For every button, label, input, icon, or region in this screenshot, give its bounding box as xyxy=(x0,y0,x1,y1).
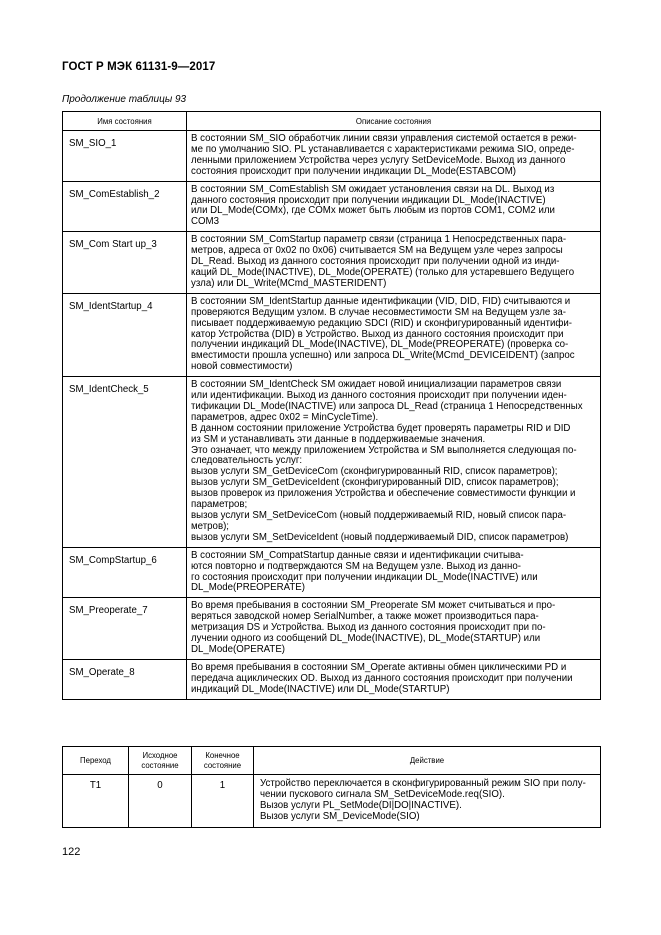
transition-table xyxy=(62,746,601,828)
description-line: DL_Mode(PREOPERATE) xyxy=(191,582,305,594)
state-description xyxy=(187,377,601,548)
table-row xyxy=(63,598,601,660)
description-line: вызов услуги SM_SetDeviceCom (новый поддерживаемый RID, новый список пара- xyxy=(191,510,567,521)
description-line: метров, адреса от 0x02 по 0x06) считывается SM на Ведущем узле через запросы xyxy=(191,245,563,257)
state-name: SM_SIO_1 xyxy=(63,131,187,182)
state-name: SM_Com Start up_3 xyxy=(63,232,187,294)
state-description xyxy=(187,293,601,376)
table-row xyxy=(63,293,601,376)
column-header-state-name: Имя состояния xyxy=(63,112,187,131)
state-name: SM_IdentStartup_4 xyxy=(63,293,187,376)
description-line: DL_Mode(OPERATE) xyxy=(191,643,286,655)
table-row xyxy=(63,659,601,699)
description-line: Вызов услуги PL_SetMode(DI|DO|INACTIVE). xyxy=(260,799,462,811)
description-line: веряться заводской номер SerialNumber, а также может производиться пара- xyxy=(191,611,539,623)
description-line: Устройство переключается в сконфигурированный режим SIO при полу- xyxy=(260,778,586,789)
description-line: Это означает, что между приложением Устройства и SM выполняется следующая по- xyxy=(191,444,577,456)
description-line: го состояния происходит при получении индикации DL_Mode(INACTIVE) или xyxy=(191,571,538,583)
description-line: проверяются Ведущим узлом. В случае несовместимости SM на Ведущем узле за- xyxy=(191,306,567,318)
description-line: катор Устройства (DID) в Устройство. Выход из данного состояния происходит при xyxy=(191,328,564,340)
description-line: или идентификации. Выход из данного состояния происходит при получении иден- xyxy=(191,390,567,402)
description-line: каций DL_Mode(INACTIVE), DL_Mode(OPERATE) (только для устаревшего Ведущего xyxy=(191,266,575,278)
description-line: получении индикаций DL_Mode(INACTIVE), DL_Mode(PREOPERATE) (проверка со- xyxy=(191,339,569,351)
description-line: Во время пребывания в состоянии SM_Preoperate SM может считываться и про- xyxy=(191,600,556,612)
description-line: тификации DL_Mode(INACTIVE) или запроса DL_Read (страница 1 Непосредственных xyxy=(191,400,583,412)
target-state: 1 xyxy=(192,775,254,828)
description-line: DL_Read. Выход из данного состояния происходит при получении одной из инди- xyxy=(191,256,560,268)
description-line: В состоянии SM_IdentCheck SM ожидает новой инициализации параметров связи xyxy=(191,379,562,391)
table-continuation-caption: Продолжение таблицы 93 xyxy=(62,94,187,105)
state-name: SM_IdentCheck_5 xyxy=(63,377,187,548)
description-line: параметров; xyxy=(191,499,248,511)
description-line: состояния происходит при получении индикации DL_Mode(ESTABCOM) xyxy=(191,165,517,177)
description-line: чении пускового сигнала SM_SetDeviceMode.req(SIO). xyxy=(260,788,505,800)
state-description xyxy=(187,131,601,182)
description-line: Во время пребывания в состоянии SM_Operate активны обмен циклическими PD и xyxy=(191,661,567,673)
description-line: вызов услуги SM_GetDeviceIdent (сконфигурированный DID, список параметров); xyxy=(191,477,559,489)
state-table-header-row xyxy=(63,112,601,131)
description-line: писывает поддерживаемую редакцию SDCI (RID) и сконфигурированный идентифи- xyxy=(191,317,572,329)
description-line: или DL_Mode(COMx), где COMx может быть любым из портов COM1, COM2 или xyxy=(191,205,555,217)
description-line: В состоянии SM_ComStartup параметр связи (страница 1 Непосредственных пара- xyxy=(191,234,567,246)
column-header-target-state: Конечное состояние xyxy=(192,747,254,775)
source-state: 0 xyxy=(129,775,192,828)
state-description xyxy=(187,181,601,232)
description-line: В состоянии SM_CompatStartup данные связи и идентификации считыва- xyxy=(191,549,524,561)
state-description xyxy=(187,598,601,660)
description-line: из SM и устанавливать эти данные в поддерживаемые значения. xyxy=(191,433,486,445)
state-name: SM_Preoperate_7 xyxy=(63,598,187,660)
state-description xyxy=(187,232,601,294)
description-line: В данном состоянии приложение Устройства будет проверять параметры RID и DID xyxy=(191,422,571,434)
transition-action xyxy=(254,775,601,828)
table-row xyxy=(63,775,601,828)
table-row xyxy=(63,547,601,598)
state-name: SM_CompStartup_6 xyxy=(63,547,187,598)
transition-id: T1 xyxy=(63,775,129,828)
description-line: следовательность услуг: xyxy=(191,455,303,467)
document-header: ГОСТ Р МЭК 61131-9—2017 xyxy=(62,61,216,73)
description-line: индикаций DL_Mode(INACTIVE) или DL_Mode(STARTUP) xyxy=(191,683,450,695)
description-line: метров); xyxy=(191,520,230,532)
description-line: Вызов услуги SM_DeviceMode(SIO) xyxy=(260,810,420,822)
description-line: новой совместимости) xyxy=(191,361,293,373)
state-description xyxy=(187,659,601,699)
column-header-transition: Переход xyxy=(63,747,129,775)
table-row xyxy=(63,181,601,232)
column-header-state-description: Описание состояния xyxy=(187,112,601,131)
table-row xyxy=(63,131,601,182)
table-row xyxy=(63,232,601,294)
description-line: В состоянии SM_ComEstablish SM ожидает установления связи на DL. Выход из xyxy=(191,183,555,195)
description-line: параметров, адрес 0x02 = MinCycleTime). xyxy=(191,411,379,423)
description-line: ме по умолчанию SIO. PL устанавливается с характеристиками режима SIO, опреде- xyxy=(191,143,575,155)
description-line: COM3 xyxy=(191,216,219,228)
table-row xyxy=(63,377,601,548)
page-number: 122 xyxy=(62,846,81,858)
description-line: В состоянии SM_IdentStartup данные идентификации (VID, DID, FID) считываются и xyxy=(191,295,571,307)
description-line: ленными приложением Устройства через услугу SetDeviceMode. Выход из данного xyxy=(191,154,566,166)
description-line: передача ациклических OD. Выход из данного состояния происходит при получении xyxy=(191,672,573,684)
column-header-source-state: Исходное состояние xyxy=(129,747,192,775)
description-line: узла) или DL_Write(MCmd_MASTERIDENT) xyxy=(191,277,387,289)
description-line: вместимости прошла успешно) или запроса DL_Write(MCmd_DEVICEIDENT) (запрос xyxy=(191,350,575,362)
description-line: лучении одного из сообщений DL_Mode(INACTIVE), DL_Mode(STARTUP) или xyxy=(191,633,541,645)
description-line: данного состояния происходит при получении индикации DL_Mode(INACTIVE) xyxy=(191,194,546,206)
transition-table-header-row xyxy=(63,747,601,775)
description-line: вызов проверок из приложения Устройства и обеспечение совместимости функции и xyxy=(191,488,576,500)
description-line: ются повторно и подтверждаются SM на Ведущем узле. Выход из данно- xyxy=(191,560,521,572)
state-name: SM_Operate_8 xyxy=(63,659,187,699)
state-name: SM_ComEstablish_2 xyxy=(63,181,187,232)
state-description xyxy=(187,547,601,598)
column-header-action: Действие xyxy=(254,747,601,775)
state-table xyxy=(62,111,601,700)
description-line: В состоянии SM_SIO обработчик линии связи управления системой остается в режи- xyxy=(191,133,577,144)
description-line: вызов услуги SM_SetDeviceIdent (новый поддерживаемый DID, список параметров) xyxy=(191,531,569,543)
description-line: вызов услуги SM_GetDeviceCom (сконфигурированный RID, список параметров); xyxy=(191,466,558,478)
description-line: метризация DS и Устройства. Выход из данного состояния происходит при по- xyxy=(191,622,546,634)
